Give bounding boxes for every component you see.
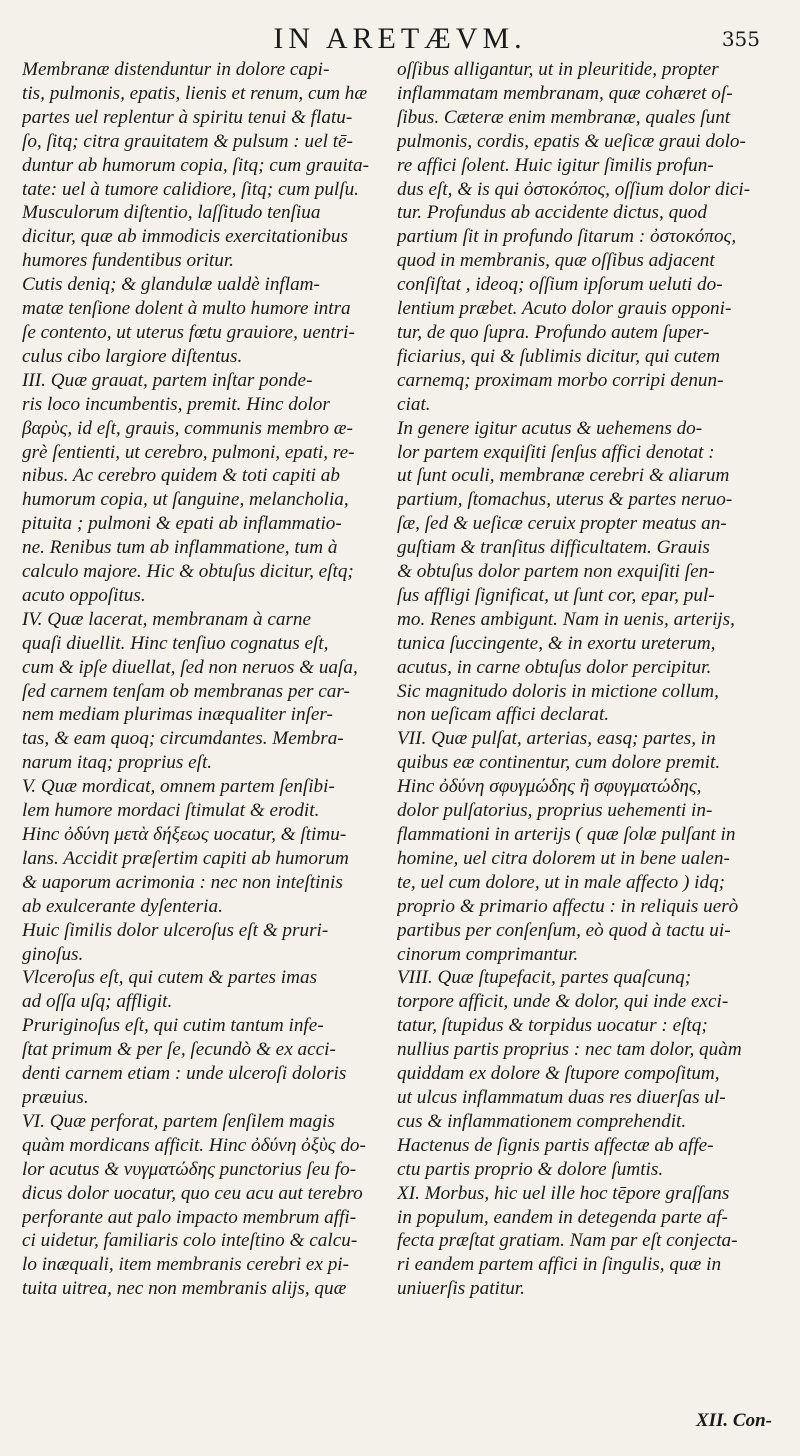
text-line: non ueſicam affici declarat.	[397, 704, 610, 726]
running-head	[0, 22, 800, 56]
text-line: partes uel replentur à spiritu tenui & flatu-	[22, 106, 353, 128]
text-line: Musculorum diſtentio, laſſitudo tenſiua	[22, 202, 321, 224]
left-text-column	[22, 58, 387, 1301]
text-line: ſo, ſitq; citra grauitatem & pulsum : uel tē-	[22, 130, 353, 152]
text-line: pulmonis, cordis, epatis & ueſicæ graui dolo-	[397, 130, 746, 152]
text-line: Sic magnitudo doloris in mictione collum,	[397, 680, 719, 702]
text-line: culus cibo largiore diſtentus.	[22, 345, 243, 367]
text-line: ciat.	[397, 393, 431, 415]
text-line: nibus. Ac cerebro quidem & toti capiti ab	[22, 465, 340, 487]
text-line: Cutis deniq; & glandulæ ualdè inflam-	[22, 274, 320, 296]
text-line: humorum copia, ut ſanguine, melancholia,	[22, 489, 349, 511]
text-line: ci uidetur, familiaris colo inteſtino & calcu-	[22, 1230, 358, 1252]
text-line: Hinc ὀδύνη μετὰ δήξεως uocatur, & ſtimu-	[22, 824, 347, 845]
text-line: lem humore mordaci ſtimulat & erodit.	[22, 800, 320, 822]
text-line: duntur ab humorum copia, ſitq; cum grauita-	[22, 154, 369, 176]
text-line: quiddam ex dolore & ſtupore compoſitum,	[397, 1063, 720, 1085]
text-line: cum & ipſe diuellat, ſed non neruos & uaſa,	[22, 656, 358, 678]
text-line: ſed carnem tenſam ob membranas per car-	[22, 680, 350, 702]
text-line: matæ tenſione dolent à multo humore intra	[22, 298, 351, 320]
text-line: acutus, in carne obtuſus dolor percipitur.	[397, 656, 712, 678]
text-line: Hactenus de ſignis partis affectæ ab affe-	[397, 1134, 714, 1156]
text-line: ſtat primum & per ſe, ſecundò & ex acci-	[22, 1039, 336, 1061]
text-line: ab exulcerante dyſenteria.	[22, 895, 223, 917]
text-line: dicitur, quæ ab immodicis exercitationibus	[22, 226, 348, 248]
text-line: torpore afficit, unde & dolor, qui inde exci-	[397, 991, 729, 1013]
text-line: pituita ; pulmoni & epati ab inflammatio-	[22, 513, 342, 535]
text-line: narum itaq; proprius eſt.	[22, 752, 213, 774]
text-line: guſtiam & tranſitus difficultatem. Grauis	[397, 537, 710, 559]
text-line: partium, ſtomachus, uterus & partes neruo-	[397, 489, 733, 511]
text-line: ris loco incumbentis, premit. Hinc dolor	[22, 393, 330, 415]
text-line: ginoſus.	[22, 943, 84, 965]
text-line: carnemq; proximam morbo corripi denun-	[397, 369, 724, 391]
text-line: flammationi in arterijs ( quæ ſolæ pulſant in	[397, 824, 736, 845]
catchword: XII. Con-	[695, 1410, 772, 1431]
text-line: fecta præſtat gratiam. Nam par eſt conjecta-	[397, 1230, 738, 1252]
text-line: ne. Renibus tum ab inflammatione, tum à	[22, 537, 338, 559]
text-line: VII. Quæ pulſat, arterias, easq; partes, in	[397, 728, 716, 750]
running-title: IN ARETÆVM.	[273, 22, 527, 55]
text-line: ad oſſa uſq; affligit.	[22, 991, 173, 1013]
text-line: oſſibus alligantur, ut in pleuritide, propter	[397, 59, 719, 80]
text-line: tur. Profundus ab accidente dictus, quod	[397, 202, 707, 224]
text-line: tuita uitrea, nec non membranis alijs, quæ	[22, 1278, 347, 1300]
text-line: dus eſt, & is qui ὀστοκόπος, oſſium dolor dici-	[397, 178, 751, 200]
text-line: In genere igitur acutus & uehemens do-	[397, 417, 703, 439]
text-line: acuto oppoſitus.	[22, 584, 146, 606]
text-line: Membranæ distenduntur in dolore capi-	[22, 59, 330, 80]
text-line: dicus dolor uocatur, quo ceu acu aut terebro	[22, 1182, 363, 1204]
text-line: V. Quæ mordicat, omnem partem ſenſibi-	[22, 776, 335, 798]
text-line: tate: uel à tumore calidiore, ſitq; cum pulſu.	[22, 178, 359, 200]
text-line: IV. Quæ lacerat, membranam à carne	[22, 608, 312, 630]
text-line: VI. Quæ perforat, partem ſenſilem magis	[22, 1110, 335, 1132]
text-line: cinorum comprimantur.	[397, 943, 579, 965]
text-line: ficiarius, qui & ſublimis dicitur, qui cutem	[397, 345, 720, 367]
text-line: mo. Renes ambigunt. Nam in uenis, arterijs,	[397, 608, 735, 630]
text-line: perforante aut palo impacto membrum affi-	[22, 1206, 357, 1228]
text-line: lo inæquali, item membranis cerebri ex pi-	[22, 1254, 350, 1276]
text-line: quaſi diuellit. Hinc tenſiuo cognatus eſt,	[22, 632, 329, 654]
text-line: ſus affligi ſignificat, ut ſunt cor, epar, pul-	[397, 584, 715, 606]
text-line: quibus eæ continentur, cum dolore premit.	[397, 752, 721, 774]
text-line: III. Quæ grauat, partem inſtar ponde-	[22, 369, 313, 391]
text-line: grè ſentienti, ut cerebro, pulmoni, epati, re-	[22, 441, 355, 463]
text-line: ut ſunt oculi, membranæ cerebri & aliarum	[397, 465, 730, 487]
text-line: Vlceroſus eſt, qui cutem & partes imas	[22, 967, 318, 989]
text-line: Huic ſimilis dolor ulceroſus eſt & pruri-	[22, 919, 329, 941]
text-line: nullius partis proprius : nec tam dolor, quàm	[397, 1039, 742, 1061]
text-line: calculo majore. Hic & obtuſus dicitur, eſtq;	[22, 561, 354, 583]
text-line: tis, pulmonis, epatis, lienis et renum, cum hæ	[22, 82, 368, 104]
text-line: lor acutus & νυγματώδης punctorius ſeu fo-	[22, 1158, 357, 1180]
text-line: Hinc ὀδύνη σφυγμώδης ἢ σφυγματώδης,	[397, 776, 702, 798]
text-line: ſæ, ſed & ueſicæ ceruix propter meatus an-	[397, 513, 727, 535]
right-text-column	[397, 58, 769, 1301]
text-line: lentium præbet. Acuto dolor grauis opponi-	[397, 298, 732, 320]
text-line: nem mediam plurimas inæqualiter inſer-	[22, 704, 333, 726]
text-line: uniuerſis patitur.	[397, 1278, 525, 1300]
text-line: lor partem exquiſiti ſenſus affici denotat :	[397, 441, 715, 463]
text-line: proprio & primario affectu : in reliquis uerò	[397, 895, 739, 917]
text-line: tur, de quo ſupra. Profundo autem ſuper-	[397, 321, 710, 343]
text-line: conſiſtat , ideoq; oſſium ipſorum ueluti do-	[397, 274, 723, 296]
text-line: ſibus. Cæteræ enim membranæ, quales ſunt	[397, 106, 731, 128]
text-line: cus & inflammationem comprehendit.	[397, 1110, 687, 1132]
text-line: lans. Accidit præſertim capiti ab humorum	[22, 847, 349, 869]
text-line: & obtuſus dolor partem non exquiſiti ſen-	[397, 561, 715, 583]
text-line: tatur, ſtupidus & torpidus uocatur : eſtq;	[397, 1015, 708, 1037]
text-line: re affici ſolent. Huic igitur ſimilis profun-	[397, 154, 714, 176]
text-line: tunica ſuccingente, & in exortu ureterum,	[397, 632, 716, 654]
page-number: 355	[721, 27, 760, 51]
text-line: ri eandem partem affici in ſingulis, quæ in	[397, 1254, 722, 1276]
text-line: præuius.	[22, 1086, 89, 1108]
text-line: partium ſit in profundo ſitarum : ὀστοκόπος,	[397, 226, 737, 248]
text-line: & uaporum acrimonia : nec non inteſtinis	[22, 871, 343, 893]
text-line: VIII. Quæ ſtupefacit, partes quaſcunq;	[397, 967, 692, 989]
text-line: quod in membranis, quæ oſſibus adjacent	[397, 250, 715, 272]
text-line: partibus per conſenſum, eò quod à tactu ui-	[397, 919, 731, 941]
text-line: quàm mordicans afficit. Hinc ὀδύνη ὀξὺς do-	[22, 1134, 366, 1156]
text-line: dolor pulſatorius, proprius uehementi in-	[397, 800, 713, 822]
text-line: in populum, eandem in detegenda parte af-	[397, 1206, 728, 1228]
text-line: humores fundentibus oritur.	[22, 250, 234, 272]
text-line: ut ulcus inflammatum duas res diuerſas ul-	[397, 1086, 726, 1108]
text-line: Pruriginoſus eſt, qui cutim tantum infe-	[22, 1015, 324, 1037]
text-line: ſe contento, ut uterus fœtu grauiore, uentri-	[22, 321, 355, 343]
text-line: XI. Morbus, hic uel ille hoc tēpore graſſans	[397, 1182, 730, 1204]
text-line: homine, uel citra dolorem ut in bene ualen-	[397, 847, 730, 869]
text-line: tas, & eam quoq; circumdantes. Membra-	[22, 728, 344, 750]
text-line: te, uel cum dolore, ut in male affecto ) idq;	[397, 871, 726, 893]
text-line: ctu partis proprio & dolore ſumtis.	[397, 1158, 664, 1180]
text-line: denti carnem etiam : unde ulceroſi doloris	[22, 1063, 347, 1085]
text-line: inflammatam membranam, quæ cohæret oſ-	[397, 82, 733, 104]
text-line: βαρὺς, id eſt, grauis, communis membro æ-	[22, 417, 353, 439]
